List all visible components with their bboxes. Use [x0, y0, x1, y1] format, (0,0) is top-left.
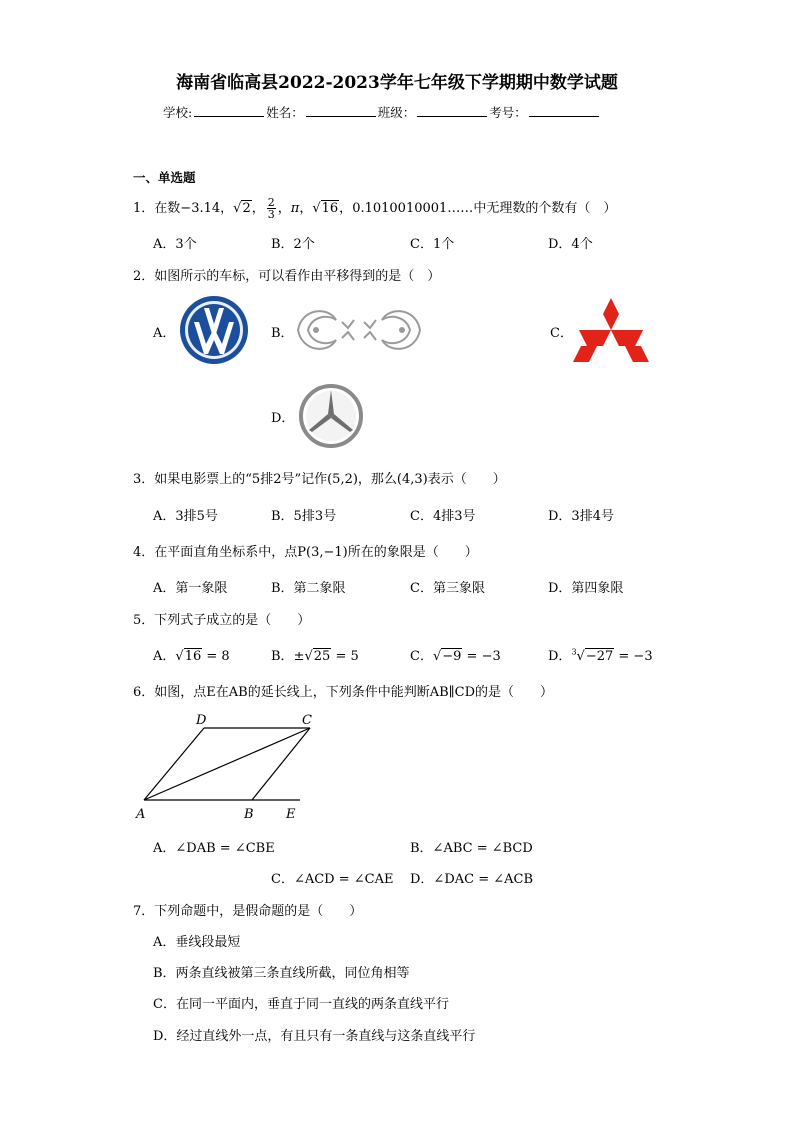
student-info-line	[163, 103, 601, 121]
class-blank[interactable]	[417, 105, 487, 117]
number-label: 考号：	[489, 105, 527, 120]
q3-option-c[interactable]: C．4排3号	[410, 509, 476, 524]
number-blank[interactable]	[529, 105, 599, 117]
q5-option-a[interactable]: A．√16 = 8	[153, 649, 230, 664]
q1-sep: ，	[220, 201, 234, 216]
q6-geometry-figure	[132, 710, 312, 824]
q1-sqrt16: 16	[321, 201, 339, 216]
name-blank[interactable]	[306, 105, 376, 117]
label-b: B	[244, 807, 254, 822]
q1-sqrt2: 2	[242, 201, 251, 216]
q5-d-radicand: −27	[585, 649, 614, 664]
q5-b-rest: = 5	[331, 649, 359, 664]
q3-option-d[interactable]: D．3排4号	[548, 509, 614, 524]
question-7: 7．下列命题中，是假命题的是（ ）	[133, 904, 363, 919]
q3-option-b[interactable]: B．5排3号	[271, 509, 337, 524]
q1-num-neg: −3.14	[180, 201, 221, 216]
segment-ac	[144, 728, 310, 800]
question-2: 2．如图所示的车标，可以看作由平移得到的是（ ）	[133, 269, 441, 284]
q7-option-b[interactable]: B．两条直线被第三条直线所截，同位角相等	[153, 966, 410, 981]
q6-option-b[interactable]: B．∠ABC = ∠BCD	[410, 841, 533, 856]
school-blank[interactable]	[194, 105, 264, 117]
label-c: C	[302, 713, 312, 728]
mitsubishi-logo-icon	[571, 296, 651, 364]
q5-b-label: B．	[271, 649, 294, 664]
q5-option-c[interactable]: C．√−9 = −3	[410, 649, 501, 664]
q5-b-radicand: 25	[313, 649, 331, 664]
q1-sep: ，	[251, 201, 265, 216]
page-title: 海南省临高县2022-2023学年七年级下学期期中数学试题	[176, 73, 618, 93]
q5-c-radicand: −9	[442, 649, 462, 664]
question-3: 3．如果电影票上的“5排2号”记作(5,2)，那么(4,3)表示（ ）	[133, 472, 506, 487]
q1-frac-num: 2	[267, 196, 275, 209]
q5-d-rest: = −3	[614, 649, 653, 664]
q4-option-a[interactable]: A．第一象限	[153, 581, 228, 596]
q1-pi: π	[290, 201, 300, 216]
q5-c-rest: = −3	[462, 649, 501, 664]
vw-logo-icon	[178, 294, 250, 366]
q5-d-index: 3	[571, 647, 577, 657]
q1-prefix: 在数	[154, 201, 181, 216]
q7-option-c[interactable]: C．在同一平面内，垂直于同一直线的两条直线平行	[153, 997, 449, 1012]
q1-number: 1．	[133, 201, 155, 216]
q2-option-c-label[interactable]: C．	[550, 326, 573, 341]
question-5: 5．下列式子成立的是（ ）	[133, 613, 311, 628]
segment-cb	[252, 728, 310, 800]
q3-option-a[interactable]: A．3排5号	[153, 509, 218, 524]
q1-fraction	[267, 197, 276, 220]
q5-option-b[interactable]: B．±√25 = 5	[271, 649, 359, 664]
q7-option-a[interactable]: A．垂线段最短	[153, 935, 241, 950]
q1-option-b[interactable]: B．2个	[271, 237, 315, 252]
q1-suffix: 中无理数的个数有（ ）	[473, 201, 617, 216]
question-4: 4．在平面直角坐标系中，点P(3,−1)所在的象限是（ ）	[133, 545, 478, 560]
q1-decimal: 0.1010010001……	[352, 201, 474, 216]
q4-option-b[interactable]: B．第二象限	[271, 581, 346, 596]
question-1: 1．在数−3.14，√2， $\frac{2}{3}$ ，π，√16，0.1010010001……中无理数的个数有（ ）	[133, 196, 617, 221]
school-label: 学校:	[163, 105, 193, 120]
q5-d-label: D．	[548, 649, 572, 664]
q6-option-d[interactable]: D．∠DAC = ∠ACB	[410, 872, 534, 887]
q1-option-c[interactable]: C．1个	[410, 237, 455, 252]
section-heading: 一、单选题	[133, 170, 196, 185]
q4-option-c[interactable]: C．第三象限	[410, 581, 485, 596]
label-a: A	[136, 807, 146, 822]
q7-option-d[interactable]: D．经过直线外一点，有且只有一条直线与这条直线平行	[153, 1029, 476, 1044]
q5-a-radicand: 16	[184, 649, 202, 664]
name-label: 姓名：	[266, 105, 304, 120]
q2-option-d-label[interactable]: D．	[271, 411, 295, 426]
label-d: D	[196, 713, 207, 728]
q6-option-c[interactable]: C．∠ACD = ∠CAE	[271, 872, 394, 887]
q1-frac-den: 3	[267, 208, 275, 221]
q5-option-d[interactable]: D．$^3$√−27 = −3	[548, 647, 653, 664]
q5-b-pm: ±	[293, 649, 305, 664]
q4-option-d[interactable]: D．第四象限	[548, 581, 624, 596]
q5-a-label: A．	[153, 649, 176, 664]
label-e: E	[286, 807, 296, 822]
q1-sep: ，	[299, 201, 313, 216]
q1-option-a[interactable]: A．3个	[153, 237, 197, 252]
fish-logo-icon	[294, 302, 424, 358]
q1-sep: ，	[277, 201, 291, 216]
class-label: 班级：	[377, 105, 416, 120]
mercedes-logo-icon	[298, 383, 364, 449]
q1-option-d[interactable]: D．4个	[548, 237, 593, 252]
q5-c-label: C．	[410, 649, 433, 664]
q6-option-a[interactable]: A．∠DAB = ∠CBE	[153, 841, 275, 856]
q5-a-rest: = 8	[202, 649, 230, 664]
q1-sep: ，	[339, 201, 353, 216]
segment-ad	[144, 728, 204, 800]
question-6: 6．如图，点E在AB的延长线上，下列条件中能判断AB∥CD的是（ ）	[133, 685, 554, 700]
q2-option-b-label[interactable]: B．	[271, 326, 294, 341]
q2-option-a-label[interactable]: A．	[153, 326, 176, 341]
